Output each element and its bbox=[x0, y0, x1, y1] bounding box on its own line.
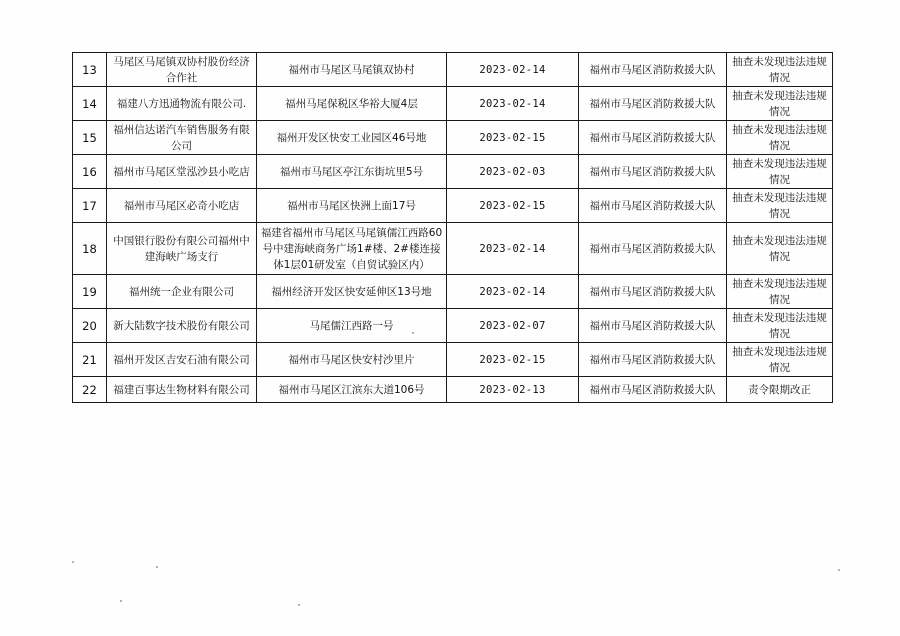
row-number: 21 bbox=[73, 343, 107, 377]
inspection-department: 福州市马尾区消防救援大队 bbox=[579, 377, 727, 403]
inspection-results-table bbox=[72, 52, 833, 403]
inspection-date: 2023-02-15 bbox=[447, 189, 579, 223]
table-row bbox=[73, 223, 833, 275]
row-number: 22 bbox=[73, 377, 107, 403]
table-row bbox=[73, 343, 833, 377]
scan-speck bbox=[72, 561, 74, 563]
table-row bbox=[73, 155, 833, 189]
inspection-department: 福州市马尾区消防救援大队 bbox=[579, 343, 727, 377]
row-number: 18 bbox=[73, 223, 107, 275]
entity-address: 福州市马尾区快洲上面17号 bbox=[257, 189, 447, 223]
inspection-department: 福州市马尾区消防救援大队 bbox=[579, 189, 727, 223]
inspection-date: 2023-02-15 bbox=[447, 121, 579, 155]
entity-name: 福州市马尾区堂泓沙县小吃店 bbox=[107, 155, 257, 189]
inspection-department: 福州市马尾区消防救援大队 bbox=[579, 309, 727, 343]
entity-address: 福州市马尾区亭江东街坑里5号 bbox=[257, 155, 447, 189]
inspection-result: 抽查未发现违法违规情况 bbox=[727, 155, 833, 189]
scan-speck bbox=[156, 566, 158, 568]
scan-speck bbox=[298, 604, 300, 606]
inspection-date: 2023-02-15 bbox=[447, 343, 579, 377]
row-number: 16 bbox=[73, 155, 107, 189]
row-number: 19 bbox=[73, 275, 107, 309]
entity-name: 福州统一企业有限公司 bbox=[107, 275, 257, 309]
inspection-department: 福州市马尾区消防救援大队 bbox=[579, 275, 727, 309]
table-row bbox=[73, 309, 833, 343]
inspection-date: 2023-02-14 bbox=[447, 275, 579, 309]
scan-speck bbox=[838, 569, 840, 571]
inspection-date: 2023-02-03 bbox=[447, 155, 579, 189]
inspection-result: 抽查未发现违法违规情况 bbox=[727, 309, 833, 343]
entity-address: 福州市马尾区江滨东大道106号 bbox=[257, 377, 447, 403]
scan-speck bbox=[412, 332, 414, 334]
inspection-department: 福州市马尾区消防救援大队 bbox=[579, 53, 727, 87]
table-row bbox=[73, 53, 833, 87]
entity-name: 福建八方迅通物流有限公司. bbox=[107, 87, 257, 121]
inspection-result: 抽查未发现违法违规情况 bbox=[727, 53, 833, 87]
table-row bbox=[73, 377, 833, 403]
entity-name: 福建百事达生物材料有限公司 bbox=[107, 377, 257, 403]
inspection-result: 抽查未发现违法违规情况 bbox=[727, 121, 833, 155]
inspection-department: 福州市马尾区消防救援大队 bbox=[579, 155, 727, 189]
inspection-date: 2023-02-07 bbox=[447, 309, 579, 343]
entity-address: 福州马尾保税区华裕大厦4层 bbox=[257, 87, 447, 121]
entity-address: 福州市马尾区快安村沙里片 bbox=[257, 343, 447, 377]
entity-address: 福州开发区快安工业园区46号地 bbox=[257, 121, 447, 155]
row-number: 15 bbox=[73, 121, 107, 155]
entity-name: 福州市马尾区必奇小吃店 bbox=[107, 189, 257, 223]
row-number: 13 bbox=[73, 53, 107, 87]
entity-name: 马尾区马尾镇双协村股份经济合作社 bbox=[107, 53, 257, 87]
entity-name: 福州开发区吉安石油有限公司 bbox=[107, 343, 257, 377]
inspection-date: 2023-02-14 bbox=[447, 223, 579, 275]
inspection-department: 福州市马尾区消防救援大队 bbox=[579, 223, 727, 275]
table-row bbox=[73, 121, 833, 155]
inspection-department: 福州市马尾区消防救援大队 bbox=[579, 121, 727, 155]
inspection-result: 抽查未发现违法违规情况 bbox=[727, 87, 833, 121]
inspection-department: 福州市马尾区消防救援大队 bbox=[579, 87, 727, 121]
entity-address: 福州市马尾区马尾镇双协村 bbox=[257, 53, 447, 87]
inspection-date: 2023-02-13 bbox=[447, 377, 579, 403]
inspection-result: 责令限期改正 bbox=[727, 377, 833, 403]
inspection-result: 抽查未发现违法违规情况 bbox=[727, 343, 833, 377]
table-row bbox=[73, 189, 833, 223]
table-row bbox=[73, 87, 833, 121]
entity-name: 中国银行股份有限公司福州中建海峡广场支行 bbox=[107, 223, 257, 275]
row-number: 17 bbox=[73, 189, 107, 223]
entity-name: 新大陆数字技术股份有限公司 bbox=[107, 309, 257, 343]
scan-speck bbox=[120, 600, 122, 602]
entity-address: 马尾儒江西路一号 bbox=[257, 309, 447, 343]
entity-address: 福州经济开发区快安延伸区13号地 bbox=[257, 275, 447, 309]
inspection-result: 抽查未发现违法违规情况 bbox=[727, 189, 833, 223]
entity-name: 福州信达诺汽车销售服务有限公司 bbox=[107, 121, 257, 155]
inspection-date: 2023-02-14 bbox=[447, 53, 579, 87]
row-number: 20 bbox=[73, 309, 107, 343]
inspection-result: 抽查未发现违法违规情况 bbox=[727, 275, 833, 309]
table-row bbox=[73, 275, 833, 309]
inspection-date: 2023-02-14 bbox=[447, 87, 579, 121]
entity-address: 福建省福州市马尾区马尾镇儒江西路60号中建海峡商务广场1#楼、2#楼连接体1层01研发室（自贸试验区内） bbox=[257, 223, 447, 275]
inspection-result: 抽查未发现违法违规情况 bbox=[727, 223, 833, 275]
row-number: 14 bbox=[73, 87, 107, 121]
